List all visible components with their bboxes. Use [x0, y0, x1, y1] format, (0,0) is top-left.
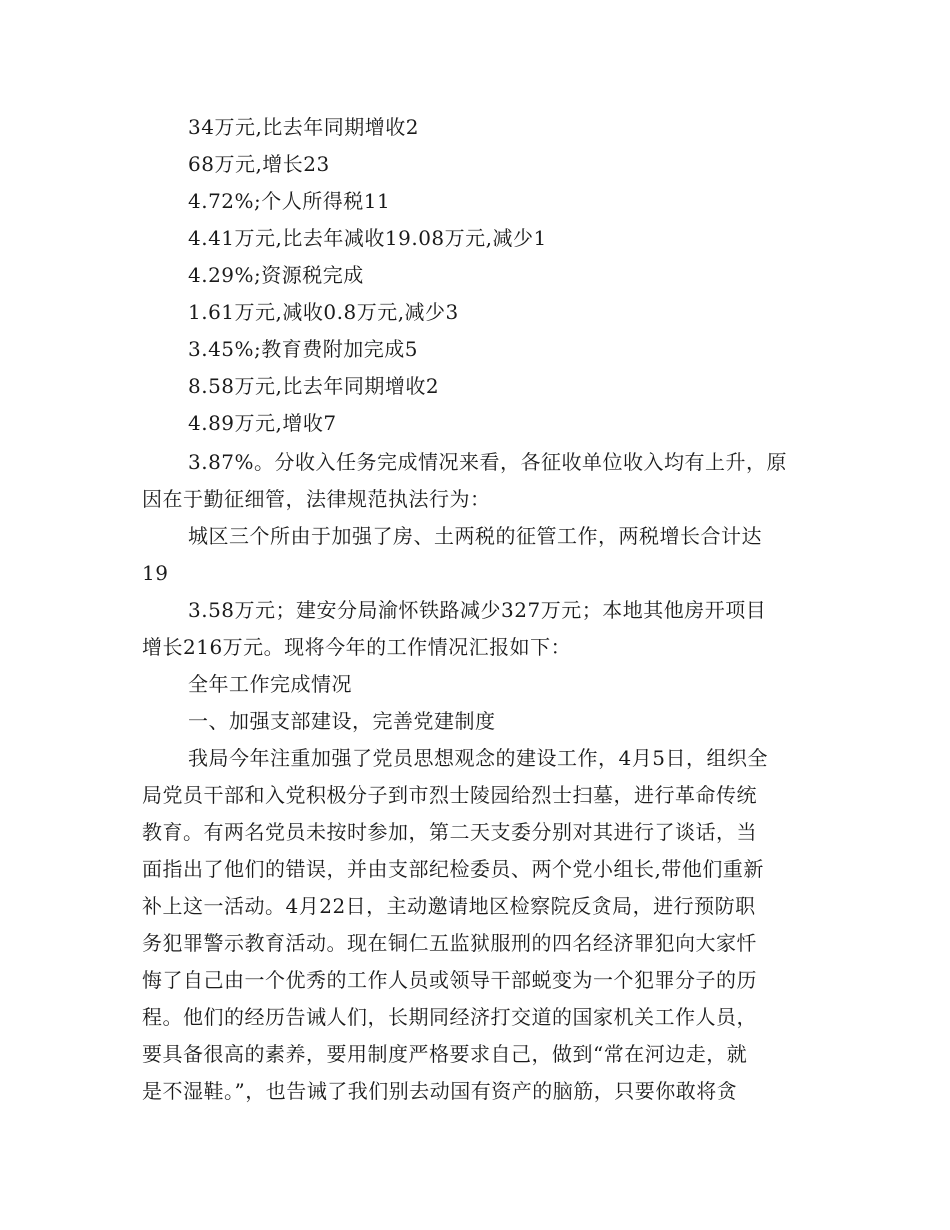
text-line: 1.61万元,减收0.8万元,减少3	[188, 300, 459, 324]
text-line: 面指出了他们的错误，并由支部纪检委员、两个党小组长,带他们重新	[142, 857, 764, 881]
text-line: 3.58万元；建安分局渝怀铁路减少327万元；本地其他房开项目	[188, 598, 767, 622]
text-line: 因在于勤征细管，法律规范执法行为：	[142, 487, 491, 511]
text-line: 增长216万元。现将今年的工作情况汇报如下：	[142, 635, 572, 659]
text-line: 19	[142, 561, 169, 585]
text-line: 悔了自己由一个优秀的工作人员或领导干部蜕变为一个犯罪分子的历	[142, 968, 757, 992]
text-line: 是不湿鞋。”，也告诫了我们别去动国有资产的脑筋，只要你敢将贪	[142, 1079, 738, 1103]
section-heading: 一、加强支部建设，完善党建制度	[188, 709, 496, 733]
text-line: 务犯罪警示教育活动。现在铜仁五监狱服刑的四名经济罪犯向大家忏	[142, 931, 757, 955]
text-line: 3.87%。分收入任务完成情况来看，各征收单位收入均有上升，原	[188, 450, 788, 474]
text-line: 68万元,增长23	[188, 152, 330, 176]
text-line: 补上这一活动。4月22日，主动邀请地区检察院反贪局，进行预防职	[142, 894, 756, 918]
text-line: 3.45%;教育费附加完成5	[188, 337, 418, 361]
text-line: 4.29%;资源税完成	[188, 263, 364, 287]
section-heading: 全年工作完成情况	[188, 672, 352, 696]
text-line: 34万元,比去年同期增收2	[188, 115, 420, 139]
text-line: 教育。有两名党员未按时参加，第二天支委分别对其进行了谈话，当	[142, 820, 757, 844]
text-line: 4.72%;个人所得税11	[188, 189, 391, 213]
text-line: 要具备很高的素养，要用制度严格要求自己，做到“常在河边走，就	[142, 1042, 748, 1066]
text-line: 局党员干部和入党积极分子到市烈士陵园给烈士扫墓，进行革命传统	[142, 783, 757, 807]
text-line: 城区三个所由于加强了房、土两税的征管工作，两税增长合计达	[188, 524, 762, 548]
text-line: 程。他们的经历告诫人们，长期同经济打交道的国家机关工作人员，	[142, 1005, 757, 1029]
text-line: 4.41万元,比去年减收19.08万元,减少1	[188, 226, 547, 250]
text-line: 8.58万元,比去年同期增收2	[188, 374, 440, 398]
text-line: 我局今年注重加强了党员思想观念的建设工作，4月5日，组织全	[188, 746, 768, 770]
text-line: 4.89万元,增收7	[188, 411, 337, 435]
